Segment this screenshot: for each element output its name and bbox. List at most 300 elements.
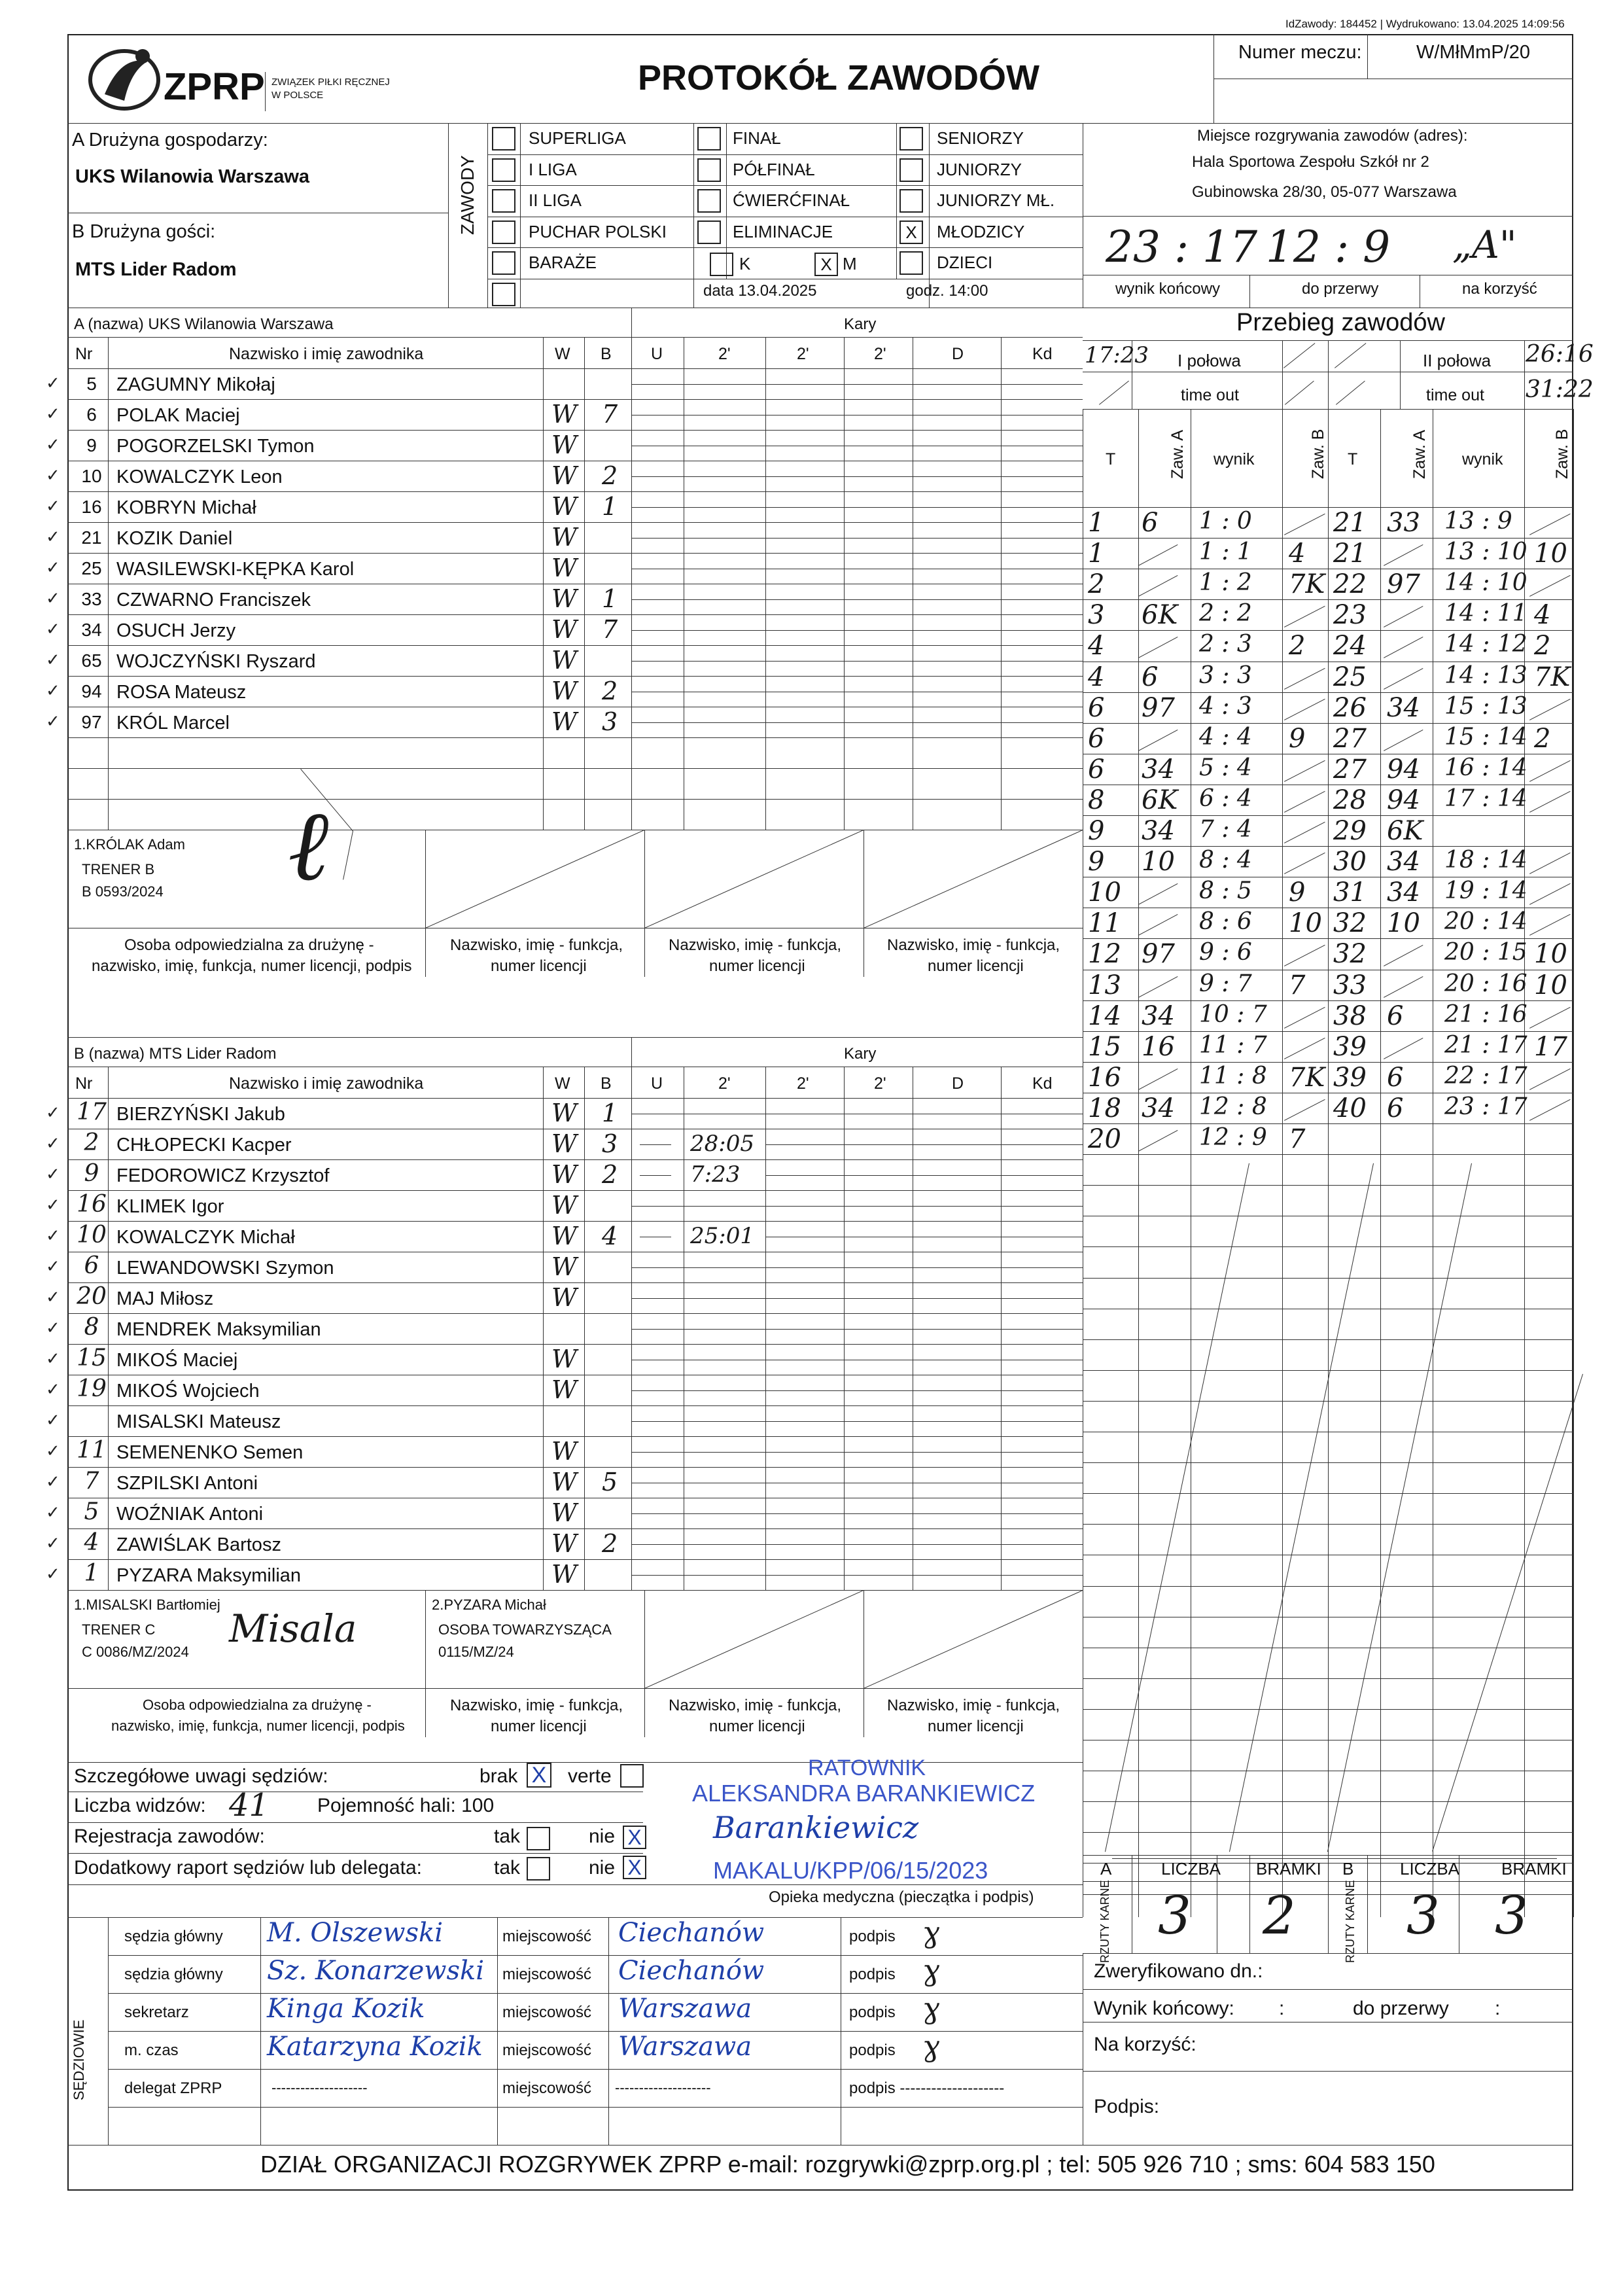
player-b: 9 (1289, 877, 1306, 908)
player-a: 34 (1387, 847, 1420, 877)
official-fn-label: numer licencji (709, 957, 805, 975)
running-score: 20 : 14 (1444, 908, 1527, 936)
rule-line (1249, 1855, 1250, 1953)
running-score: 1 : 2 (1199, 569, 1252, 597)
signature-label: podpis (849, 2004, 896, 2021)
player-a: 97 (1142, 939, 1175, 970)
rule-line (1328, 1855, 1329, 1953)
match-number: W/MłMmP/20 (1416, 42, 1530, 63)
strike-line (631, 384, 1083, 385)
minute: 20 (1088, 1124, 1121, 1154)
goals-count: 7 (602, 615, 618, 644)
player-number: 6 (86, 404, 97, 425)
player-name: PYZARA Maksymilian (116, 1565, 302, 1586)
minute: 1 (1088, 539, 1105, 569)
k-checkbox[interactable] (710, 253, 733, 276)
category-checkbox[interactable] (899, 158, 923, 182)
row-line (67, 799, 1083, 800)
player-number: 9 (84, 1160, 99, 1187)
official-role: m. czas (124, 2041, 179, 2059)
winner: „A" (1452, 222, 1517, 267)
verified-half-label: do przerwy (1353, 1998, 1449, 2019)
played-mark: W (551, 584, 578, 613)
player-b: 7K (1534, 662, 1571, 692)
played-mark: W (551, 400, 578, 429)
player-number: 16 (77, 1191, 107, 1218)
played-mark: W (551, 1099, 578, 1127)
minute: 40 (1333, 1093, 1367, 1123)
registration-no-checkbox[interactable]: X (623, 1826, 646, 1849)
strike-line (631, 599, 1083, 600)
row-line (1083, 1493, 1573, 1494)
running-score: 7 : 4 (1199, 816, 1252, 843)
official-role: sędzia główny (124, 1966, 223, 1983)
table-line (108, 2107, 1083, 2108)
spectators-label: Liczba widzów: (74, 1795, 206, 1816)
running-score: 13 : 10 (1444, 539, 1527, 566)
m-option: M (843, 254, 857, 274)
player-a: 6 (1387, 1093, 1404, 1123)
minute: 1 (1088, 508, 1105, 538)
strike-line (631, 1206, 1083, 1207)
strike-line (631, 1267, 1083, 1268)
no-label: nie (589, 1826, 616, 1847)
played-mark: W (551, 1375, 578, 1404)
check-mark: ✓ (46, 1503, 60, 1523)
column-header-u: U (651, 345, 663, 363)
official-place-value: Ciechanów (618, 1918, 765, 1948)
away-team-name: MTS Lider Radom (75, 259, 237, 280)
running-score: 20 : 16 (1444, 970, 1527, 997)
row-line (1083, 1832, 1573, 1833)
official-license: 0115/MZ/24 (438, 1644, 514, 1660)
rule-line (929, 123, 930, 308)
spectators-count: 41 (229, 1787, 270, 1824)
check-mark: ✓ (46, 404, 60, 424)
player-name: LEWANDOWSKI Szymon (116, 1258, 334, 1279)
column-header-k1: 2' (718, 345, 731, 363)
minute: 24 (1333, 631, 1367, 662)
logo-subtitle-2: W POLSCE (271, 90, 324, 101)
player-name: KOBRYN Michał (116, 497, 256, 518)
row-line (1083, 1462, 1573, 1463)
strike-line (631, 1329, 1083, 1330)
minute: 4 (1088, 662, 1105, 692)
competition-checkbox[interactable] (492, 283, 515, 306)
check-mark: ✓ (46, 1564, 60, 1584)
player-number: 20 (77, 1283, 107, 1310)
column-header-b: B (601, 1074, 612, 1093)
check-mark: ✓ (46, 466, 60, 486)
phase-option: PÓŁFINAŁ (733, 159, 815, 179)
registration-yes-checkbox[interactable] (527, 1827, 550, 1850)
category-checkbox[interactable] (899, 251, 923, 275)
player-name: MISALSKI Mateusz (116, 1411, 281, 1432)
check-mark: ✓ (46, 1288, 60, 1307)
match-time: godz. 14:00 (906, 282, 988, 300)
player-name: KOWALCZYK Leon (116, 467, 283, 487)
strike-line (631, 661, 1083, 662)
match-number-label: Numer meczu: (1238, 42, 1362, 63)
competition-checkbox[interactable] (492, 189, 515, 213)
row-line (1083, 1401, 1573, 1402)
player-name: SZPILSKI Antoni (116, 1473, 258, 1494)
verified-label: Zweryfikowano dn.: (1094, 1960, 1263, 1982)
category-checkbox[interactable] (899, 189, 923, 213)
row-line (108, 2069, 1083, 2070)
row-line (1083, 1154, 1573, 1155)
registration-label: Rejestracja zawodów: (74, 1826, 265, 1847)
phase-checkbox[interactable] (697, 221, 721, 244)
row-line (1083, 1709, 1573, 1710)
minute: 32 (1333, 939, 1367, 970)
player-a: 34 (1142, 816, 1175, 846)
check-mark: ✓ (46, 1534, 60, 1553)
phase-checkbox[interactable] (697, 189, 721, 213)
running-score: 3 : 3 (1199, 662, 1252, 689)
competition-option: SUPERLIGA (529, 128, 626, 148)
running-score: 23 : 17 (1444, 1093, 1527, 1120)
player-b: 7K (1289, 569, 1325, 600)
check-mark: ✓ (46, 1257, 60, 1277)
played-mark: W (551, 1252, 578, 1281)
official-role: delegat ZPRP (124, 2079, 222, 2097)
category-checkbox[interactable] (899, 127, 923, 150)
rule-line (1400, 340, 1401, 409)
running-score: 18 : 14 (1444, 847, 1527, 874)
official-name-value: Sz. Konarzewski (267, 1956, 485, 1986)
player-name: OSUCH Jerzy (116, 620, 236, 641)
row-line (1083, 1370, 1573, 1371)
player-number: 5 (84, 1498, 99, 1525)
running-score: 1 : 0 (1199, 508, 1252, 535)
player-name: ZAGUMNY Mikołaj (116, 374, 275, 395)
player-name: POLAK Maciej (116, 405, 240, 426)
goals-count: 1 (602, 584, 618, 613)
rule-line (644, 830, 645, 977)
rule-line (1328, 409, 1329, 1917)
player-b: 17 (1534, 1031, 1567, 1062)
penalty-a-goals: 2 (1263, 1885, 1296, 1946)
check-mark: ✓ (46, 681, 60, 701)
player-a: 6K (1142, 600, 1178, 631)
played-mark: W (551, 1129, 578, 1158)
column-header-w: W (555, 1074, 570, 1093)
penalty-team-a: A (1100, 1859, 1112, 1879)
penalty-count-label: LICZBA (1400, 1859, 1460, 1879)
row-line (1083, 1246, 1573, 1247)
official-fn-label: numer licencji (928, 957, 1024, 975)
player-b: 7 (1289, 970, 1306, 1000)
player-b: 10 (1289, 908, 1322, 939)
column-header-k2: 2' (797, 345, 809, 363)
official-signature: ɣ (922, 1954, 940, 1987)
m-checkbox[interactable]: X (814, 253, 838, 276)
official-fn-label: Nazwisko, imię - funkcja, (887, 936, 1060, 954)
player-a: 94 (1387, 785, 1420, 815)
played-mark: W (551, 646, 578, 675)
strike-line (631, 630, 1083, 631)
referees-label: SĘDZIOWIE (71, 2019, 87, 2100)
player-number: 2 (84, 1129, 99, 1156)
column-header-k3: 2' (874, 345, 886, 363)
category-checkbox[interactable]: X (899, 221, 923, 244)
home-team-name: UKS Wilanowia Warszawa (75, 166, 310, 187)
colon: : (1495, 1998, 1501, 2019)
strike-line (631, 1544, 1083, 1545)
column-header-nr: Nr (75, 345, 93, 363)
running-score: 10 : 7 (1199, 1000, 1267, 1028)
extra-report-yes-checkbox[interactable] (527, 1857, 550, 1881)
strike-line (765, 1144, 1083, 1145)
rule-line (1573, 409, 1574, 1917)
timeout-b-second-half: 31:22 (1526, 376, 1594, 403)
column-header-d: D (952, 1074, 964, 1093)
handball-player-icon (85, 42, 164, 114)
row-line (1083, 1185, 1573, 1186)
running-score: 5 : 4 (1199, 754, 1252, 781)
minute: 11 (1088, 908, 1121, 939)
phase-checkbox[interactable] (697, 158, 721, 182)
player-name: ROSA Mateusz (116, 682, 247, 703)
minute: 10 (1088, 877, 1121, 908)
minute: 9 (1088, 847, 1105, 877)
played-mark: W (551, 1437, 578, 1466)
logo-text: ZPRP (164, 65, 265, 108)
penalty-time: 7:23 (690, 1161, 741, 1188)
played-mark: W (551, 554, 578, 582)
played-mark: W (551, 492, 578, 521)
row-line (67, 737, 1083, 738)
check-mark: ✓ (46, 1226, 60, 1246)
rule-line (896, 123, 897, 279)
signature-b: Misala (229, 1606, 357, 1651)
player-number: 21 (81, 527, 102, 548)
player-b: 10 (1534, 939, 1567, 970)
half-score: 12 : 9 (1266, 222, 1391, 272)
check-mark: ✓ (46, 620, 60, 639)
category-option: JUNIORZY (937, 159, 1022, 179)
team-header: B (nazwa) MTS Lider Radom (74, 1045, 277, 1063)
column-header-kd: Kd (1032, 1074, 1053, 1093)
category-option: SENIORZY (937, 128, 1024, 148)
player-b: 7 (1289, 1124, 1306, 1154)
player-number: 97 (81, 712, 102, 732)
competition-row-line (487, 185, 1083, 186)
competition-checkbox[interactable] (492, 127, 515, 150)
remarks-verte-checkbox[interactable] (620, 1764, 644, 1788)
player-number: 19 (77, 1375, 107, 1402)
played-mark: W (551, 1498, 578, 1527)
penalty-label: RZUTY KARNE (1344, 1880, 1357, 1963)
played-mark: W (551, 1191, 578, 1220)
running-score: 4 : 3 (1199, 692, 1252, 720)
player-b: 2 (1534, 631, 1551, 662)
category-option: JUNIORZY MŁ. (937, 190, 1055, 210)
played-mark: W (551, 1283, 578, 1312)
column-header-d: D (952, 345, 964, 363)
check-mark: ✓ (46, 1411, 60, 1430)
remarks-none-checkbox[interactable]: X (527, 1763, 551, 1788)
running-score: 13 : 9 (1444, 508, 1512, 535)
running-score: 14 : 11 (1444, 600, 1527, 627)
strike-line (631, 1513, 1083, 1514)
official-role: sędzia główny (124, 1928, 223, 1945)
medic-signature: Barankiewicz (713, 1810, 919, 1845)
home-team-label: A Drużyna gospodarzy: (72, 130, 268, 150)
rule-line (1282, 409, 1283, 1917)
player-number: 6 (84, 1252, 99, 1279)
player-number: 94 (81, 681, 102, 701)
rule-line (693, 123, 694, 308)
played-mark: W (551, 523, 578, 552)
check-mark: ✓ (46, 497, 60, 516)
rule-line (425, 1590, 426, 1737)
competition-option: PUCHAR POLSKI (529, 221, 667, 241)
remarks-verte-label: verte (568, 1765, 612, 1787)
progress-column-header: wynik (1213, 450, 1255, 468)
official-fn-label: Nazwisko, imię - funkcja, (887, 1697, 1060, 1714)
document-title: PROTOKÓŁ ZAWODÓW (638, 58, 1039, 97)
player-a: 34 (1142, 754, 1175, 785)
competition-row-line (487, 123, 1083, 124)
rule-line (1524, 340, 1525, 409)
running-score: 12 : 9 (1199, 1124, 1267, 1151)
yes-label: tak (494, 1857, 521, 1879)
competition-checkbox[interactable] (492, 158, 515, 182)
player-name: FEDOROWICZ Krzysztof (116, 1165, 330, 1186)
running-score: 21 : 17 (1444, 1031, 1527, 1059)
extra-report-no-checkbox[interactable]: X (623, 1856, 646, 1879)
phase-checkbox[interactable] (697, 127, 721, 150)
check-mark: ✓ (46, 1318, 60, 1338)
running-score: 2 : 2 (1199, 600, 1252, 627)
played-mark: W (551, 431, 578, 459)
penalty-time: 25:01 (690, 1223, 754, 1249)
running-score: 20 : 15 (1444, 939, 1527, 966)
official-place-value: Warszawa (618, 2032, 752, 2062)
medic-stamp-title: RATOWNIK (808, 1756, 926, 1780)
venue-line-1: Hala Sportowa Zespołu Szkół nr 2 (1192, 153, 1429, 171)
player-number: 11 (77, 1437, 107, 1464)
competition-option: I LIGA (529, 159, 577, 179)
column-header-u: U (651, 1074, 663, 1093)
minute: 21 (1333, 508, 1367, 538)
player-a: 10 (1142, 847, 1175, 877)
check-mark: ✓ (46, 589, 60, 609)
player-b: 4 (1534, 600, 1551, 631)
footer-contact: DZIAŁ ORGANIZACJI ROZGRYWEK ZPRP e-mail: rozgrywki@zprp.org.pl ; tel: 505 926 710 ; sms: 604 583 150 (260, 2151, 1435, 2178)
minute: 28 (1333, 785, 1367, 815)
phase-option: FINAŁ (733, 128, 781, 148)
official-place-value: Ciechanów (618, 1956, 765, 1986)
check-mark: ✓ (46, 1380, 60, 1400)
print-meta: IdZawody: 184452 | Wydrukowano: 13.04.2025 14:09:56 (1285, 18, 1565, 30)
played-mark: W (551, 677, 578, 705)
player-b: 10 (1534, 539, 1567, 569)
player-name: KOWALCZYK Michał (116, 1227, 295, 1248)
player-number: 1 (84, 1560, 99, 1587)
strike-line (631, 1390, 1083, 1391)
no-label: nie (589, 1857, 616, 1879)
k-option: K (739, 254, 751, 274)
verified-winner-label: Na korzyść: (1094, 2034, 1196, 2055)
running-score: 14 : 10 (1444, 569, 1527, 597)
player-a: 97 (1387, 569, 1420, 600)
check-mark: ✓ (46, 1441, 60, 1461)
official-fn-label: numer licencji (928, 1718, 1024, 1735)
played-mark: W (551, 1222, 578, 1250)
column-header-b: B (601, 345, 612, 363)
rule-line (631, 308, 632, 337)
player-a: 6K (1387, 816, 1423, 846)
played-mark: W (551, 1529, 578, 1558)
player-number: 5 (86, 374, 97, 394)
strike-line (631, 1452, 1083, 1453)
final-score-label: wynik końcowy (1115, 280, 1221, 298)
running-score: 14 : 12 (1444, 631, 1527, 658)
running-score: 17 : 14 (1444, 785, 1527, 812)
official-license: C 0086/MZ/2024 (82, 1644, 189, 1660)
minute: 12 (1088, 939, 1121, 970)
minute: 8 (1088, 785, 1105, 815)
played-mark: W (551, 461, 578, 490)
goals-count: 2 (602, 461, 618, 490)
signature-a: ℓ (288, 789, 329, 903)
competition-checkbox[interactable] (492, 221, 515, 244)
played-mark: W (551, 1160, 578, 1189)
table-line (67, 1688, 1083, 1689)
competition-row-line (487, 154, 1083, 155)
penalty-b-count: 3 (1406, 1885, 1440, 1946)
place-label: miejscowość (502, 2041, 592, 2059)
player-number: 33 (81, 589, 102, 609)
rule-line (644, 1590, 645, 1737)
strike-line (631, 1575, 1083, 1576)
player-name: WOŹNIAK Antoni (116, 1504, 264, 1525)
minute: 22 (1333, 569, 1367, 600)
competition-checkbox[interactable] (492, 251, 515, 275)
running-score: 1 : 1 (1199, 539, 1252, 566)
running-score: 11 : 8 (1199, 1062, 1267, 1089)
medic-stamp-name: ALEKSANDRA BARANKIEWICZ (692, 1780, 1036, 1807)
check-mark: ✓ (46, 712, 60, 732)
player-name: CZWARNO Franciszek (116, 590, 311, 610)
row-line (1083, 1586, 1573, 1587)
check-mark: ✓ (46, 527, 60, 547)
official-fn-label: numer licencji (709, 1718, 805, 1735)
minute: 38 (1333, 1000, 1367, 1031)
row-line (67, 768, 1083, 769)
goals-count: 4 (602, 1222, 618, 1250)
player-b: 9 (1289, 723, 1306, 754)
player-number: 17 (77, 1099, 107, 1125)
dash-mark (640, 1175, 671, 1176)
minute: 30 (1333, 847, 1367, 877)
running-score: 14 : 13 (1444, 662, 1527, 689)
penalty-time: 28:05 (690, 1131, 754, 1157)
check-mark: ✓ (46, 1472, 60, 1492)
verified-final-label: Wynik końcowy: (1094, 1998, 1234, 2019)
minute: 33 (1333, 970, 1367, 1000)
dash-mark (640, 1144, 671, 1145)
phase-option: ĆWIERĆFINAŁ (733, 190, 850, 210)
check-mark: ✓ (46, 374, 60, 393)
signature-label: podpis (849, 1966, 896, 1983)
medical-care-label: Opieka medyczna (pieczątka i podpis) (769, 1888, 1034, 1906)
place-label: miejscowość (502, 1966, 592, 1983)
minute: 3 (1088, 600, 1105, 631)
